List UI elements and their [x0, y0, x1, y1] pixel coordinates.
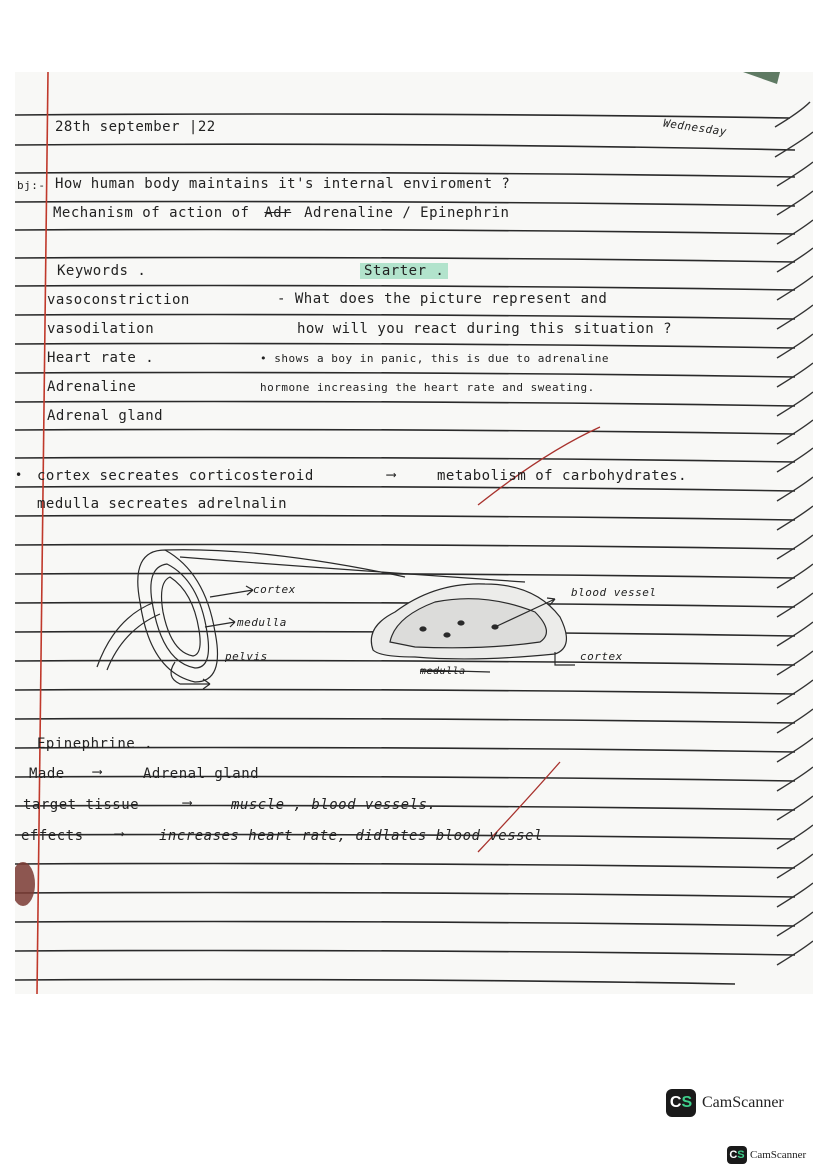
diagram-label-medulla: medulla [237, 616, 287, 629]
starter-line: hormone increasing the heart rate and sweating. [260, 381, 595, 394]
starter-line: - What does the picture represent and [277, 291, 608, 307]
struck-word: Adr [264, 205, 292, 221]
arrow-right-icon: ⟶ [93, 764, 102, 780]
diagram-label-medulla-2: medulla [420, 666, 466, 677]
effects-value: increases heart rate, didlates blood vessel [159, 828, 543, 844]
arrow-right-icon: ⟶ [115, 826, 124, 842]
objectives-marker: bj:- [17, 179, 46, 192]
made-label: Made [29, 766, 65, 782]
keyword-item: vasodilation [47, 321, 155, 337]
note-line-1-left: cortex secreates corticosteroid [37, 468, 314, 484]
effects-label: effects [21, 828, 84, 844]
objective-line-2 [53, 205, 509, 221]
diagram-label-pelvis: pelvis [225, 650, 268, 663]
diagram-label-cortex: cortex [253, 583, 296, 596]
red-pen-stroke [478, 427, 600, 505]
camscanner-logo-icon: C S [727, 1146, 747, 1164]
keywords-title: Keywords . [57, 263, 147, 279]
note-line-2: medulla secreates adrelnalin [37, 496, 288, 512]
rule-lines [15, 114, 795, 984]
objective-line-2-rest: Adrenaline / Epinephrin [304, 205, 510, 221]
binding-curls [775, 102, 813, 965]
diagram-label-blood-vessel: blood vessel [571, 586, 657, 599]
margin-line [37, 72, 48, 994]
starter-line: how will you react during this situation ? [297, 321, 673, 337]
corner-tab [743, 72, 780, 84]
note-line-1-right: metabolism of carbohydrates. [437, 468, 688, 484]
weekday: Wednesday [662, 116, 728, 139]
adrenal-diagram-right [371, 584, 575, 672]
target-label: target tissue [23, 797, 140, 813]
objective-line-1: How human body maintains it's internal enviroment ? [55, 176, 511, 192]
keyword-item: Adrenaline [47, 379, 137, 395]
keyword-item: vasoconstriction [47, 292, 190, 308]
arrow-right-icon: ⟶ [387, 467, 396, 483]
arrow-right-icon: ⟶ [183, 795, 192, 811]
camscanner-watermark-large [666, 1089, 784, 1117]
diagram-label-cortex-2: cortex [580, 650, 623, 663]
bullet: • [15, 468, 23, 482]
camscanner-brand: CamScanner [750, 1149, 807, 1161]
made-value: Adrenal gland [143, 766, 260, 782]
keyword-item: Heart rate . [47, 350, 155, 366]
camscanner-logo-icon: C S [666, 1089, 696, 1117]
camscanner-brand: CamScanner [702, 1094, 784, 1111]
objective-line-2-prefix: Mechanism of action of [53, 205, 250, 221]
thumb-smudge [15, 862, 35, 906]
starter-title: Starter . [360, 263, 448, 279]
keyword-item: Adrenal gland [47, 408, 164, 424]
epinephrine-title: Epinephrine . [37, 736, 154, 752]
date: 28th september |22 [55, 119, 216, 135]
starter-line: • shows a boy in panic, this is due to adrenaline [260, 352, 610, 365]
target-value: muscle , blood vessels. [231, 797, 437, 813]
notebook-page [15, 72, 813, 994]
camscanner-watermark-small [727, 1146, 806, 1164]
